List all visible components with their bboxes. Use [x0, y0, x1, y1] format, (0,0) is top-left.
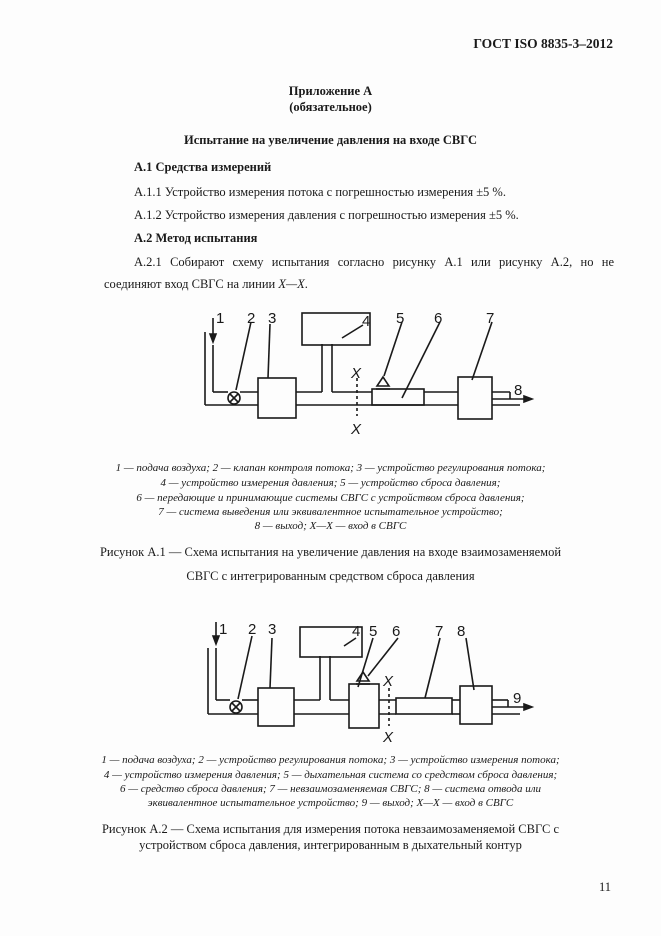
fig1-label-5: 5: [396, 310, 405, 327]
fig2-label-2: 2: [248, 621, 257, 638]
section-title: Испытание на увеличение давления на входе СВГС: [183, 133, 478, 147]
paragraph-a21-text: соединяют вход СВГС на линии: [104, 277, 279, 291]
heading-a2: А.2 Метод испытания: [134, 231, 258, 245]
paragraph-a21-end: .: [304, 277, 308, 291]
fig2-legend-line1: 1 — подача воздуха; 2 — устройство регулирования потока; 3 — устройство измерения потока;: [101, 754, 560, 766]
fig2-legend-line2: 4 — устройство измерения давления; 5 — дыхательная система со средством сброса давления;: [103, 769, 558, 781]
fig2-label-4: 4: [352, 623, 361, 640]
fig2-label-3: 3: [268, 621, 277, 638]
fig1-x-top: X: [351, 365, 362, 382]
appendix-title: Приложение А: [288, 84, 373, 98]
fig1-label-4: 4: [362, 313, 371, 330]
fig1-legend-line2: 4 — устройство измерения давления; 5 — устройство сброса давления;: [160, 477, 501, 489]
appendix-status: (обязательное): [289, 100, 372, 114]
fig2-label-1: 1: [219, 621, 228, 638]
fig2-label-7: 7: [435, 623, 444, 640]
fig1-caption-line1: Рисунок А.1 — Схема испытания на увеличение давления на входе взаимозаменяемой: [99, 545, 562, 559]
paragraph-a21-italic: X—X: [278, 277, 305, 291]
fig1-legend-line4: 7 — система выведения или эквивалентное испытательное устройство;: [158, 506, 503, 518]
fig2-x-bottom: X: [383, 729, 394, 746]
fig1-legend-line5: 8 — выход; X—X — вход в СВГС: [254, 520, 407, 532]
heading-a1: А.1 Средства измерений: [134, 160, 272, 174]
fig2-legend-line4: эквивалентное испытательное устройство; 9 — выход; X—X — вход в СВГС: [147, 797, 514, 809]
fig2-legend-line3: 6 — средство сброса давления; 7 — невзаимозаменяемая СВГС; 8 — система отвода или: [119, 783, 542, 795]
fig2-label-9: 9: [513, 690, 522, 707]
paragraph-a12: А.1.2 Устройство измерения давления с погрешностью измерения ±5 %.: [134, 208, 519, 222]
fig1-caption-line2: СВГС с интегрированным средством сброса давления: [186, 569, 475, 583]
fig1-label-7: 7: [486, 310, 495, 327]
fig1-label-8: 8: [514, 382, 523, 399]
fig2-caption-line1: Рисунок А.2 — Схема испытания для измерения потока невзаимозаменяемой СВГС с: [101, 822, 560, 836]
fig2-x-top: X: [383, 673, 394, 690]
fig1-label-6: 6: [434, 310, 443, 327]
fig1-legend-line3: 6 — передающие и принимающие системы СВГС с устройством сброса давления;: [136, 492, 525, 504]
fig2-caption-line2: устройством сброса давления, интегрированным в дыхательный контур: [139, 838, 522, 852]
standard-number: ГОСТ ISO 8835-3–2012: [473, 36, 613, 51]
fig2-label-5: 5: [369, 623, 378, 640]
fig1-label-3: 3: [268, 310, 277, 327]
fig1-label-2: 2: [247, 310, 256, 327]
fig1-label-1: 1: [216, 310, 225, 327]
fig1-x-bottom: X: [351, 421, 362, 438]
fig2-label-6: 6: [392, 623, 401, 640]
fig1-legend-line1: 1 — подача воздуха; 2 — клапан контроля потока; 3 — устройство регулирования потока;: [115, 462, 546, 474]
paragraph-a11: А.1.1 Устройство измерения потока с погрешностью измерения ±5 %.: [134, 185, 506, 199]
paragraph-a21-line1: А.2.1 Собирают схему испытания согласно рисунку А.1 или рисунку А.2, но не: [134, 255, 614, 269]
fig2-label-8: 8: [457, 623, 466, 640]
page-number: 11: [598, 880, 611, 894]
